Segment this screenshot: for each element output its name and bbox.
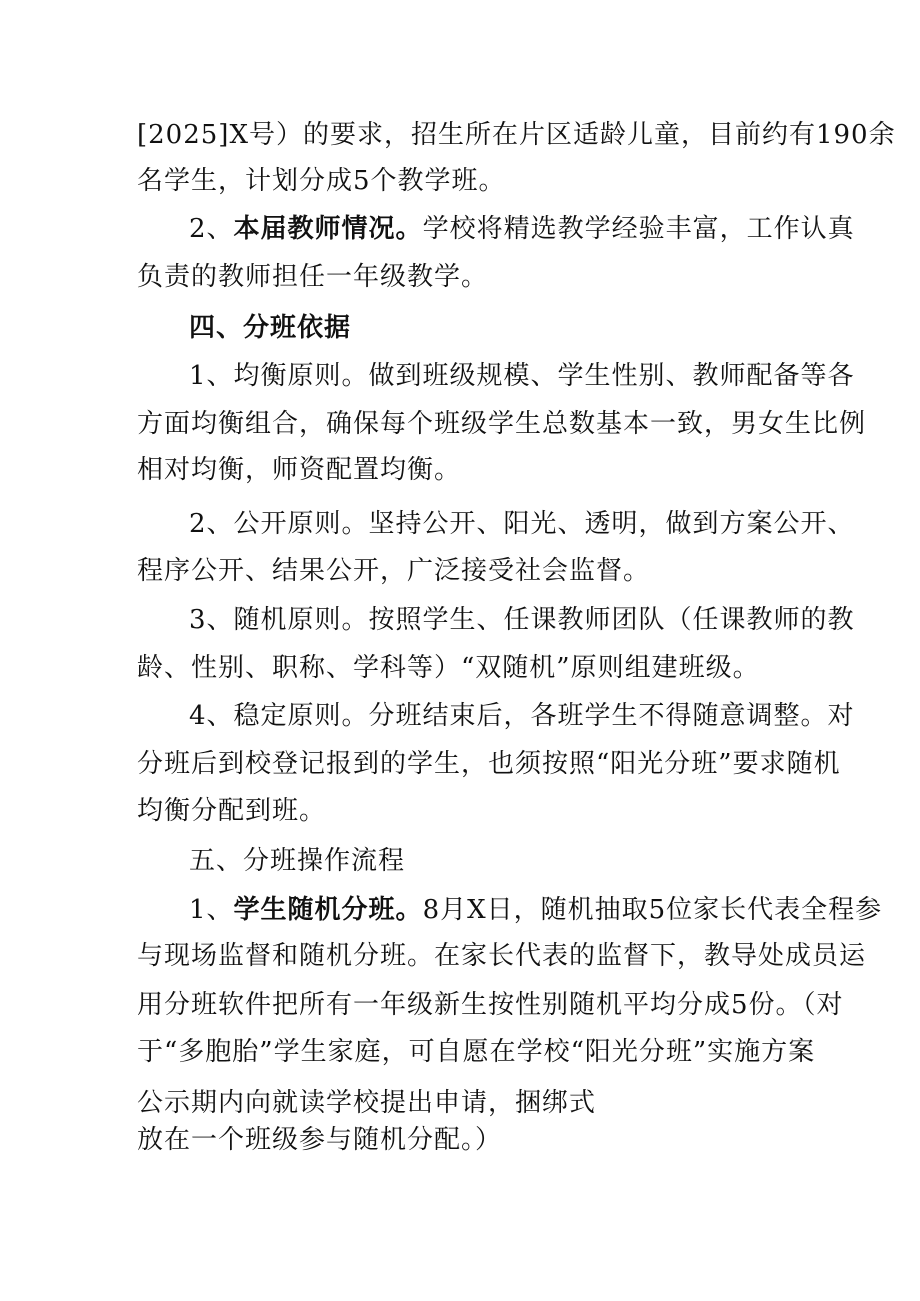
paragraph-line: 用分班软件把所有一年级新生按性别随机平均分成5份。（对: [137, 990, 844, 1020]
paragraph-line: [2025]X号）的要求，招生所在片区适龄儿童，目前约有190余: [137, 120, 896, 150]
item-number: 1、: [189, 895, 234, 925]
item-number: 2、: [189, 214, 234, 244]
paragraph-line: 4、稳定原则。分班结束后，各班学生不得随意调整。对: [189, 701, 855, 731]
paragraph-line: 龄、性别、职称、学科等）“双随机”原则组建班级。: [137, 653, 760, 683]
paragraph-line: 均衡分配到班。: [137, 796, 327, 826]
paragraph-line: 与现场监督和随机分班。在家长代表的监督下，教导处成员运: [137, 941, 867, 971]
section-heading: 五、分班操作流程: [189, 846, 406, 876]
section-heading: 四、分班依据: [189, 313, 352, 343]
paragraph-line: 放在一个班级参与随机分配。）: [137, 1125, 503, 1155]
paragraph-line: 名学生，计划分成5个教学班。: [137, 166, 506, 196]
paragraph-line: [189, 892, 882, 928]
paragraph-line: 相对均衡，师资配置均衡。: [137, 455, 462, 485]
paragraph-line: 分班后到校登记报到的学生，也须按照“阳光分班”要求随机: [137, 749, 841, 779]
item-heading: 学生随机分班。: [233, 895, 423, 925]
paragraph-line: 负责的教师担任一年级教学。: [137, 262, 489, 292]
paragraph-line: 方面均衡组合，确保每个班级学生总数基本一致，男女生比例: [137, 409, 867, 439]
paragraph-line: 2、公开原则。坚持公开、阳光、透明，做到方案公开、: [189, 509, 855, 539]
item-heading: 本届教师情况。: [233, 214, 423, 244]
paragraph-line: 1、均衡原则。做到班级规模、学生性别、教师配备等各: [189, 361, 855, 391]
paragraph-line: 于“多胞胎”学生家庭，可自愿在学校“阳光分班”实施方案: [137, 1037, 816, 1067]
item-text: 学校将精选教学经验丰富，工作认真: [422, 214, 855, 244]
paragraph-line: [189, 211, 855, 247]
paragraph-line: 程序公开、结果公开，广泛接受社会监督。: [137, 556, 651, 586]
item-text: 8月X日，随机抽取5位家长代表全程参: [422, 895, 883, 925]
paragraph-line: 3、随机原则。按照学生、任课教师团队（任课教师的教: [189, 605, 855, 635]
paragraph-line: 公示期内向就读学校提出申请，捆绑式: [137, 1088, 597, 1118]
